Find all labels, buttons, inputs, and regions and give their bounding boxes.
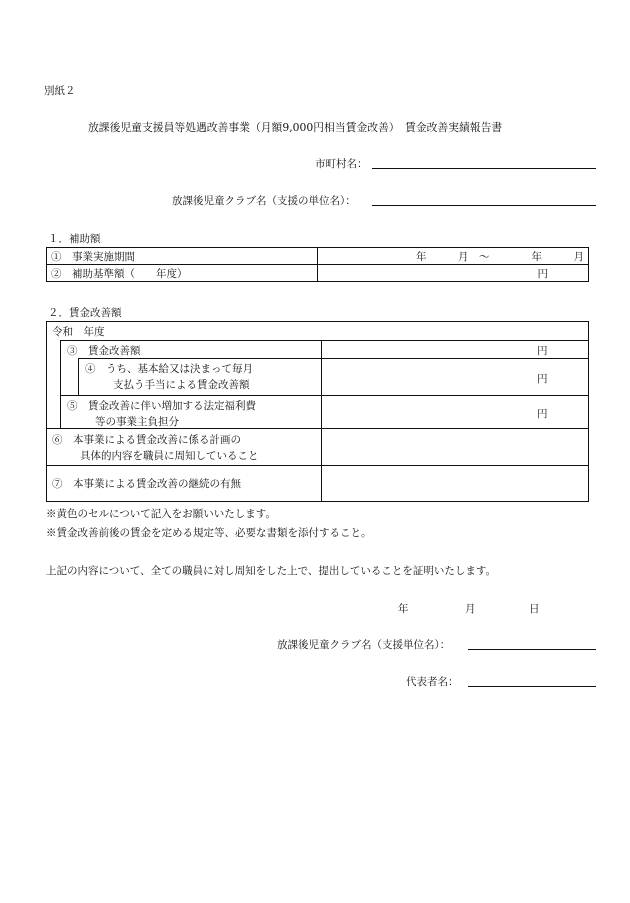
subsidy-base-value[interactable]: 円 xyxy=(318,265,589,282)
wage-improvement-value[interactable]: 円 xyxy=(537,345,548,357)
date-year: 年 xyxy=(398,603,409,615)
wage-improvement-table xyxy=(46,321,589,502)
welfare-cost-value[interactable]: 円 xyxy=(537,408,548,420)
plan-notice-label-2: 具体的内容を職員に周知していること xyxy=(80,450,259,462)
signature-club-label: 放課後児童クラブ名（支援単位名）： xyxy=(277,639,451,651)
welfare-cost-label-2: 等の事業主負担分 xyxy=(95,416,179,428)
date-month: 月 xyxy=(465,603,476,615)
municipality-field[interactable] xyxy=(372,168,596,169)
municipality-label: 市町村名： xyxy=(315,158,368,170)
representative-label: 代表者名： xyxy=(406,676,459,688)
annex-label: 別紙２ xyxy=(44,85,76,97)
welfare-cost-label-1: ⑤ 賃金改善に伴い増加する法定福利費 xyxy=(67,400,256,412)
plan-notice-label-1: ⑥ 本事業による賃金改善に係る計画の xyxy=(52,434,241,446)
certification-text: 上記の内容について、全ての職員に対し周知をした上で、提出していることを証明いたします。 xyxy=(46,565,497,577)
section1-heading: １．補助額 xyxy=(48,233,101,245)
signature-club-field[interactable] xyxy=(468,649,596,650)
subsidy-base-label: ② 補助基準額（ 年度） xyxy=(47,265,318,282)
base-salary-improvement-label-2: 支払う手当による賃金改善額 xyxy=(113,379,250,391)
implementation-period-value[interactable]: 年 月 〜 年 月 xyxy=(318,248,589,265)
club-unit-label: 放課後児童クラブ名（支援の単位名）： xyxy=(172,195,356,207)
continuation-label: ⑦ 本事業による賃金改善の継続の有無 xyxy=(52,478,241,490)
representative-field[interactable] xyxy=(468,686,596,687)
document-title: 放課後児童支援員等処遇改善事業（月額9,000円相当賃金改善） 賃金改善実績報告書 xyxy=(88,121,503,134)
club-unit-field[interactable] xyxy=(372,205,596,206)
implementation-period-label: ① 事業実施期間 xyxy=(47,248,318,265)
base-salary-improvement-value[interactable]: 円 xyxy=(537,373,548,385)
section2-heading: ２．賃金改善額 xyxy=(48,307,122,319)
note-2: ※賃金改善前後の賃金を定める規定等、必要な書類を添付すること。 xyxy=(46,527,372,539)
fiscal-year-label: 令和 年度 xyxy=(52,326,105,338)
wage-improvement-label: ③ 賃金改善額 xyxy=(67,345,141,357)
date-day: 日 xyxy=(529,603,540,615)
base-salary-improvement-label-1: ④ うち、基本給又は決まって毎月 xyxy=(85,363,253,375)
note-1: ※黄色のセルについて記入をお願いいたします。 xyxy=(46,508,276,520)
subsidy-table xyxy=(46,247,589,282)
